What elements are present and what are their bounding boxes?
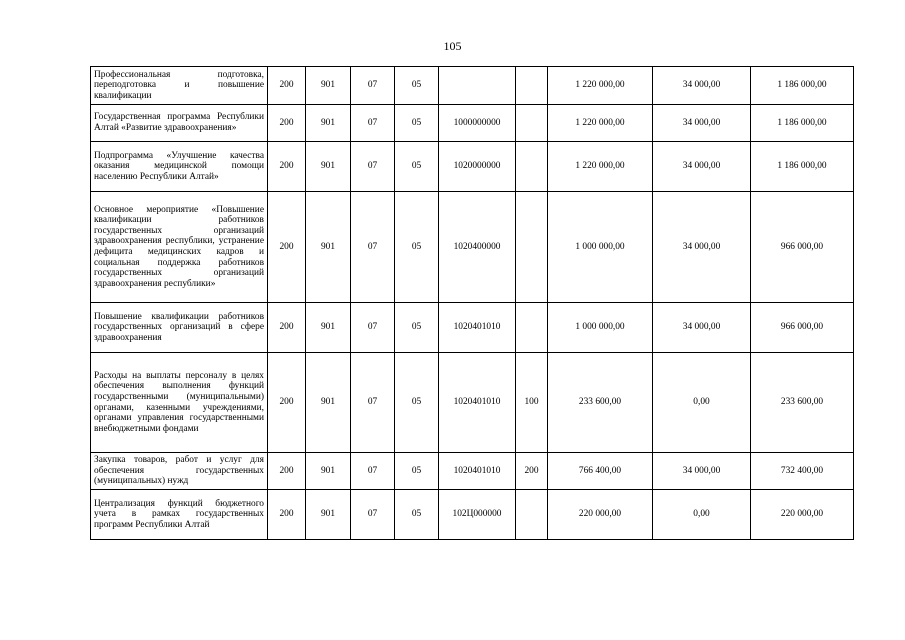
- row-name: Основное мероприятие «Повышение квалификации работников государственных организаций здравоохранения республики, устранение дефицита медицинских кадров и социальная поддержка работников государственных организаций здравоохранения республики»: [91, 192, 268, 303]
- table-row: [91, 105, 854, 142]
- admin-code: 200: [268, 453, 306, 490]
- subsection-code: 05: [395, 303, 439, 353]
- table-row: [91, 453, 854, 490]
- table-row: [91, 490, 854, 540]
- sum-column-3: 1 186 000,00: [751, 142, 854, 192]
- row-name: Централизация функций бюджетного учета в рамках государственных программ Республики Алтай: [91, 490, 268, 540]
- sum-column-2: 34 000,00: [653, 142, 751, 192]
- target-article-code: 1020000000: [439, 142, 516, 192]
- row-name: Подпрограмма «Улучшение качества оказания медицинской помощи населению Республики Алтай»: [91, 142, 268, 192]
- subsection-code: 05: [395, 353, 439, 453]
- table-row: [91, 353, 854, 453]
- admin-code: 200: [268, 67, 306, 105]
- sum-column-2: 0,00: [653, 490, 751, 540]
- sum-column-2: 34 000,00: [653, 192, 751, 303]
- section-code: 07: [351, 303, 395, 353]
- sum-column-1: 220 000,00: [548, 490, 653, 540]
- grbs-code: 901: [306, 142, 351, 192]
- sum-column-1: 1 220 000,00: [548, 142, 653, 192]
- expense-type-code: [516, 105, 548, 142]
- sum-column-3: 966 000,00: [751, 192, 854, 303]
- sum-column-2: 34 000,00: [653, 105, 751, 142]
- section-code: 07: [351, 490, 395, 540]
- sum-column-2: 34 000,00: [653, 67, 751, 105]
- expense-type-code: 200: [516, 453, 548, 490]
- expense-type-code: [516, 142, 548, 192]
- admin-code: 200: [268, 303, 306, 353]
- grbs-code: 901: [306, 490, 351, 540]
- table-row: [91, 303, 854, 353]
- expense-type-code: [516, 490, 548, 540]
- sum-column-1: 1 000 000,00: [548, 303, 653, 353]
- admin-code: 200: [268, 142, 306, 192]
- sum-column-1: 233 600,00: [548, 353, 653, 453]
- sum-column-1: 1 000 000,00: [548, 192, 653, 303]
- page-number: 105: [443, 39, 462, 53]
- subsection-code: 05: [395, 453, 439, 490]
- section-code: 07: [351, 105, 395, 142]
- subsection-code: 05: [395, 490, 439, 540]
- sum-column-3: 1 186 000,00: [751, 105, 854, 142]
- sum-column-1: 1 220 000,00: [548, 105, 653, 142]
- expense-type-code: 100: [516, 353, 548, 453]
- grbs-code: 901: [306, 105, 351, 142]
- target-article-code: 1020400000: [439, 192, 516, 303]
- subsection-code: 05: [395, 142, 439, 192]
- admin-code: 200: [268, 490, 306, 540]
- sum-column-3: 966 000,00: [751, 303, 854, 353]
- sum-column-1: 766 400,00: [548, 453, 653, 490]
- sum-column-3: 233 600,00: [751, 353, 854, 453]
- sum-column-3: 732 400,00: [751, 453, 854, 490]
- sum-column-2: 0,00: [653, 353, 751, 453]
- section-code: 07: [351, 67, 395, 105]
- target-article-code: 1000000000: [439, 105, 516, 142]
- sum-column-2: 34 000,00: [653, 453, 751, 490]
- row-name: Закупка товаров, работ и услуг для обеспечения государственных (муниципальных) нужд: [91, 453, 268, 490]
- section-code: 07: [351, 142, 395, 192]
- row-name: Профессиональная подготовка, переподготовка и повышение квалификации: [91, 67, 268, 105]
- target-article-code: 1020401010: [439, 303, 516, 353]
- admin-code: 200: [268, 353, 306, 453]
- budget-table: [90, 66, 854, 540]
- grbs-code: 901: [306, 303, 351, 353]
- grbs-code: 901: [306, 353, 351, 453]
- grbs-code: 901: [306, 192, 351, 303]
- target-article-code: [439, 67, 516, 105]
- subsection-code: 05: [395, 105, 439, 142]
- sum-column-3: 1 186 000,00: [751, 67, 854, 105]
- admin-code: 200: [268, 105, 306, 142]
- sum-column-3: 220 000,00: [751, 490, 854, 540]
- section-code: 07: [351, 453, 395, 490]
- subsection-code: 05: [395, 67, 439, 105]
- target-article-code: 1020401010: [439, 353, 516, 453]
- target-article-code: 1020401010: [439, 453, 516, 490]
- table-row: [91, 67, 854, 105]
- expense-type-code: [516, 67, 548, 105]
- target-article-code: 102Ц000000: [439, 490, 516, 540]
- table-row: [91, 192, 854, 303]
- row-name: Расходы на выплаты персоналу в целях обеспечения выполнения функций государственными (муниципальными) органами, казенными учреждениями, органами управления государственными внебюджетными фондами: [91, 353, 268, 453]
- grbs-code: 901: [306, 453, 351, 490]
- grbs-code: 901: [306, 67, 351, 105]
- expense-type-code: [516, 303, 548, 353]
- sum-column-1: 1 220 000,00: [548, 67, 653, 105]
- table-row: [91, 142, 854, 192]
- expense-type-code: [516, 192, 548, 303]
- section-code: 07: [351, 192, 395, 303]
- section-code: 07: [351, 353, 395, 453]
- admin-code: 200: [268, 192, 306, 303]
- sum-column-2: 34 000,00: [653, 303, 751, 353]
- row-name: Государственная программа Республики Алтай «Развитие здравоохранения»: [91, 105, 268, 142]
- subsection-code: 05: [395, 192, 439, 303]
- row-name: Повышение квалификации работников государственных организаций в сфере здравоохранения: [91, 303, 268, 353]
